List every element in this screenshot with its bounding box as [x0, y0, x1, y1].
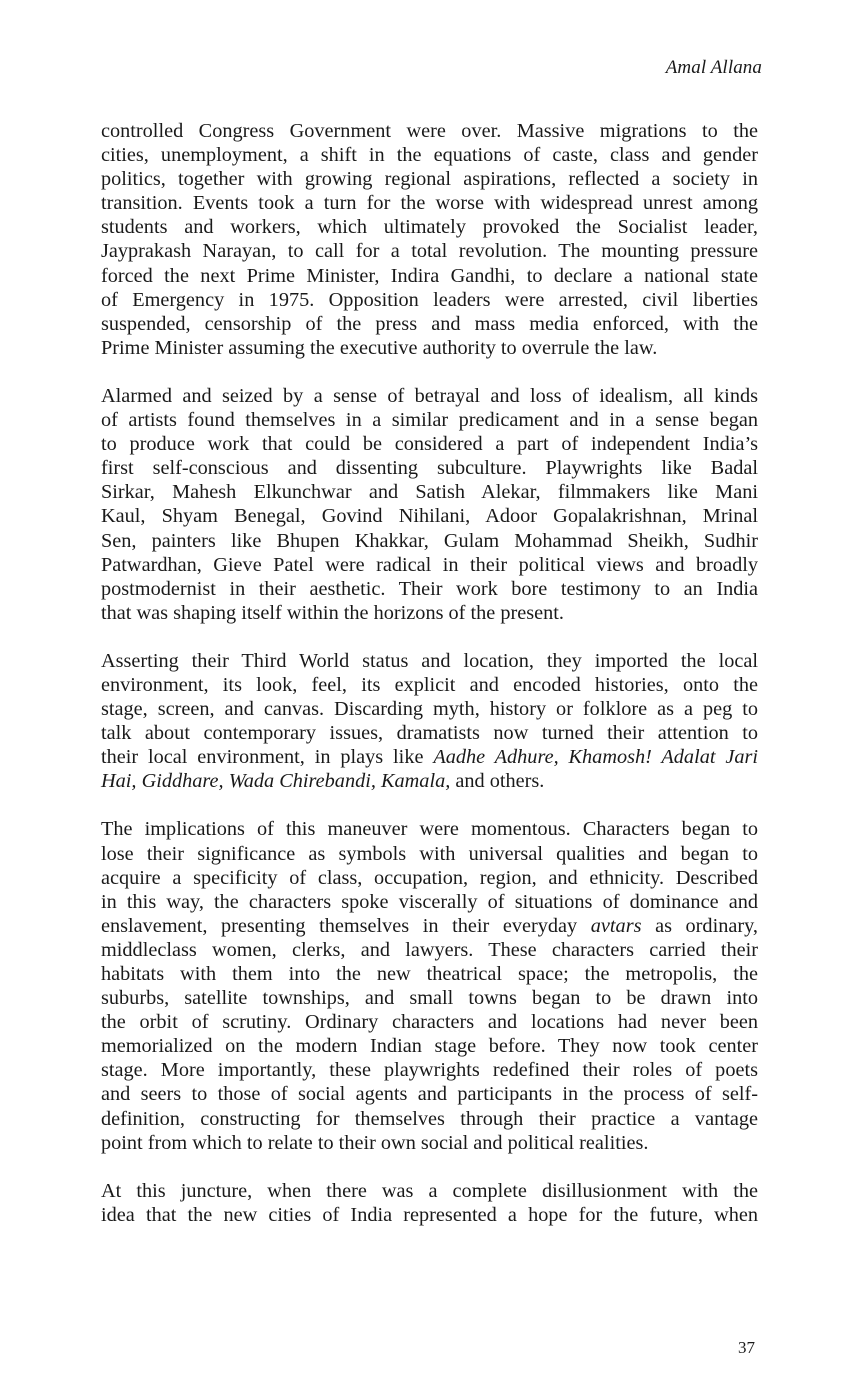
text-line: cities, unemployment, a shift in the equations of caste, class and gender — [101, 144, 758, 167]
paragraph — [101, 384, 758, 625]
text-line: the orbit of scrutiny. Ordinary characters and locations had never been — [101, 1011, 758, 1034]
text-line: Sirkar, Mahesh Elkunchwar and Satish Alekar, filmmakers like Mani — [101, 481, 758, 504]
text-line: Patwardhan, Gieve Patel were radical in their political views and broadly — [101, 553, 758, 576]
text-line: of artists found themselves in a similar predicament and in a sense began — [101, 409, 758, 432]
paragraph — [101, 649, 758, 794]
text-line: Asserting their Third World status and location, they imported the local — [101, 649, 758, 672]
text-line: habitats with them into the new theatrical space; the metropolis, the — [101, 963, 758, 985]
text-line: postmodernist in their aesthetic. Their work bore testimony to an India — [101, 577, 758, 600]
italic-title: Hai, Giddhare, Wada Chirebandi, Kamala, — [101, 770, 451, 793]
text-run: and others. — [450, 770, 545, 793]
text-line: stage, screen, and canvas. Discarding myth, history or folklore as a peg to — [101, 698, 758, 721]
italic-title: avtars — [590, 914, 642, 937]
text-line: politics, together with growing regional aspirations, reflected a society in — [101, 168, 758, 191]
text-line: Jayprakash Narayan, to call for a total revolution. The mounting pressure — [101, 240, 758, 263]
text-line: point from which to relate to their own social and political realities. — [101, 1131, 649, 1154]
page-number: 37 — [738, 1338, 755, 1357]
text-line: The implications of this maneuver were momentous. Characters began to — [101, 818, 758, 841]
paragraph — [101, 1179, 758, 1227]
text-line: students and workers, which ultimately provoked the Socialist leader, — [101, 216, 758, 239]
body-text — [101, 119, 758, 1251]
text-line: controlled Congress Government were over. Massive migrations to the — [101, 120, 758, 142]
text-line: suburbs, satellite townships, and small towns began to be drawn into — [101, 987, 758, 1010]
text-line: idea that the new cities of India represented a hope for the future, when — [101, 1203, 758, 1226]
text-line: and seers to those of social agents and participants in the process of self- — [101, 1083, 758, 1106]
text-line: Sen, painters like Bhupen Khakkar, Gulam Mohammad Sheikh, Sudhir — [101, 529, 758, 552]
text-line — [101, 914, 758, 938]
text-line: definition, constructing for themselves through their practice a vantage — [101, 1107, 758, 1130]
text-line: Prime Minister assuming the executive authority to overrule the law. — [101, 336, 658, 359]
text-line: Alarmed and seized by a sense of betrayal and loss of idealism, all kinds — [101, 384, 758, 407]
text-line: stage. More importantly, these playwrights redefined their roles of poets — [101, 1059, 758, 1082]
text-line: suspended, censorship of the press and mass media enforced, with the — [101, 312, 758, 335]
text-line: environment, its look, feel, its explicit and encoded histories, onto the — [101, 673, 758, 696]
text-line: At this juncture, when there was a complete disillusionment with the — [101, 1179, 758, 1202]
text-line: to produce work that could be considered a part of independent India’s — [101, 433, 758, 456]
text-line — [101, 745, 758, 769]
text-line: transition. Events took a turn for the worse with widespread unrest among — [101, 192, 758, 215]
text-line: memorialized on the modern Indian stage before. They now took center — [101, 1035, 758, 1058]
text-line — [101, 769, 758, 793]
text-line: of Emergency in 1975. Opposition leaders were arrested, civil liberties — [101, 288, 758, 311]
paragraph — [101, 817, 758, 1154]
text-run: their local environment, in plays like — [101, 746, 434, 769]
text-run: enslavement, presenting themselves in their everyday — [101, 914, 591, 937]
running-head: Amal Allana — [665, 57, 762, 78]
text-line: in this way, the characters spoke viscerally of situations of dominance and — [101, 890, 758, 913]
text-run: as ordinary, — [641, 914, 758, 937]
italic-title: Aadhe Adhure, Khamosh! Adalat Jari — [433, 746, 759, 769]
text-line: Kaul, Shyam Benegal, Govind Nihilani, Adoor Gopalakrishnan, Mrinal — [101, 505, 758, 528]
text-line: first self-conscious and dissenting subculture. Playwrights like Badal — [101, 457, 758, 480]
text-line: forced the next Prime Minister, Indira Gandhi, to declare a national state — [101, 264, 758, 287]
text-line: middleclass women, clerks, and lawyers. These characters carried their — [101, 938, 758, 961]
text-line: talk about contemporary issues, dramatists now turned their attention to — [101, 722, 758, 745]
paragraph — [101, 119, 758, 360]
text-line: acquire a specificity of class, occupation, region, and ethnicity. Described — [101, 866, 758, 889]
text-line: that was shaping itself within the horizons of the present. — [101, 601, 564, 624]
text-line: lose their significance as symbols with universal qualities and began to — [101, 842, 758, 865]
